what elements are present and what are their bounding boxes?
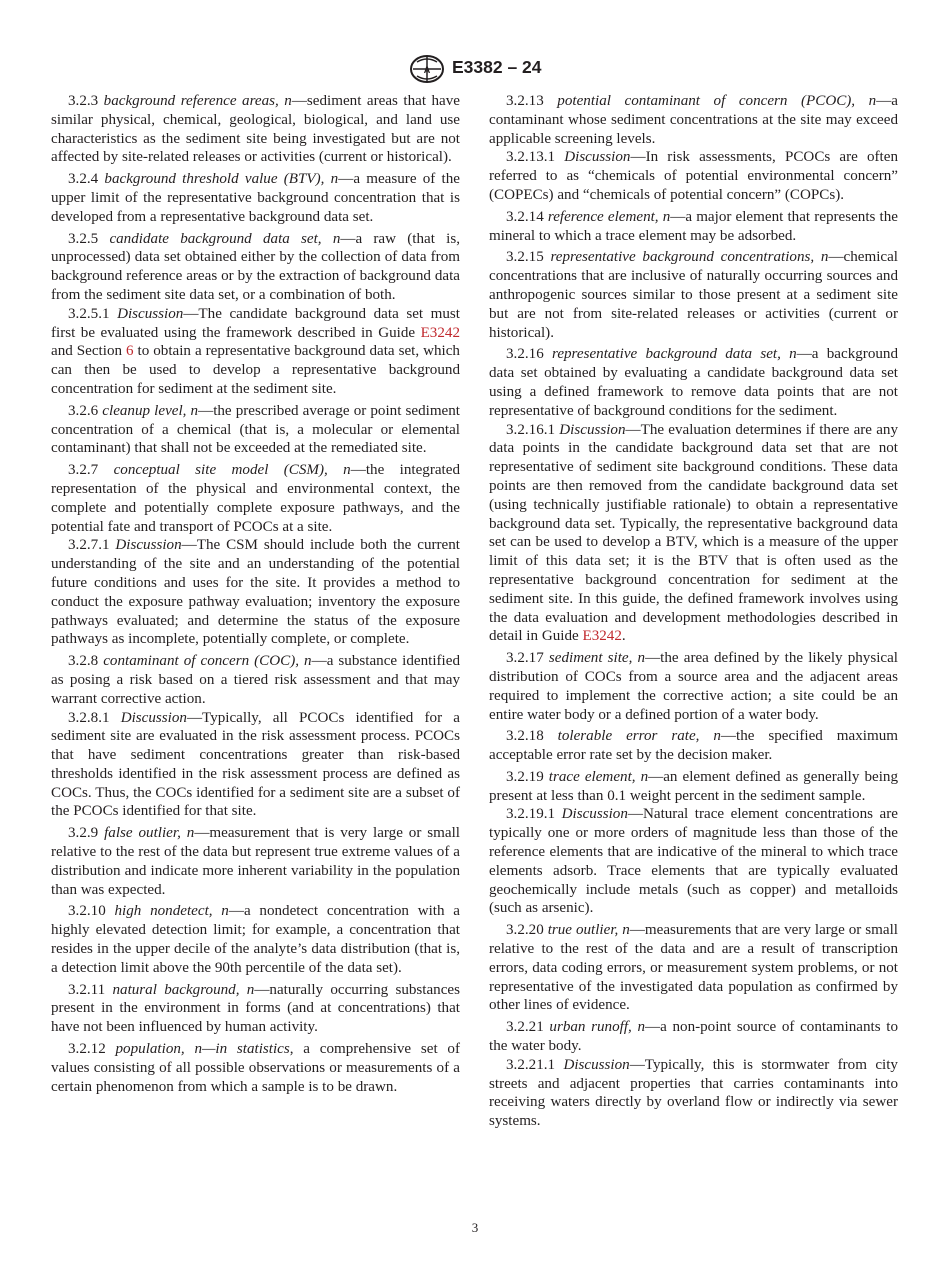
definition-paragraph: 3.2.15 representative background concentrations, n—chemical concentrations that are inclusive of naturally occurring sources and anthropogenic sources similar to those present at a sediment site but are not from site-related releases or activities (current or historical). xyxy=(489,249,899,341)
definition-paragraph: 3.2.9 false outlier, n—measurement that is very large or small relative to the rest of the data but represent true extreme values of a distribution and indicate more inherent variability in the population than was expected. xyxy=(51,825,460,898)
definition-paragraph: 3.2.3 background reference areas, n—sediment areas that have similar physical, chemical, geological, biological, and land use characteristics as the sediment site being investigated but are not affected by site-related releases or activities (current or historical). xyxy=(51,93,460,166)
discussion-paragraph: 3.2.7.1 Discussion—The CSM should include both the current understanding of the site and an understanding of the potential future conditions and uses for the site. It provides a method to conduct the exposure pathway evaluation; inventory the exposure pathways evaluated; and determine the status of the exposure pathways as incomplete, potentially complete, or complete. xyxy=(51,537,460,648)
astm-logo-icon xyxy=(409,54,445,84)
right-column xyxy=(489,92,898,1134)
discussion-paragraph: 3.2.19.1 Discussion—Natural trace element concentrations are typically one or more orders of magnitude less than those of the reference elements that are indicative of the mineral to which trace elements adsorb. Trace elements that are typically evaluated geochemically include metals (such as copper) and metalloids (such as arsenic). xyxy=(489,806,898,917)
definition-paragraph: 3.2.16 representative background data set, n—a background data set obtained by evaluating a candidate background data set using a defined framework to remove data points that are not representative of background conditions for the sediment. xyxy=(489,346,899,419)
definition-paragraph: 3.2.4 background threshold value (BTV), n—a measure of the upper limit of the representative background concentration that is developed from a representative background data set. xyxy=(51,171,460,225)
discussion-paragraph: 3.2.13.1 Discussion—In risk assessments, PCOCs are often referred to as “chemicals of potential environmental concern” (COPECs) and “chemicals of potential concern” (COPCs). xyxy=(489,149,898,203)
page-header xyxy=(0,54,950,84)
definition-paragraph: 3.2.11 natural background, n—naturally occurring substances present in the environment in forms (and at concentrations) that have not been influenced by human activity. xyxy=(51,981,460,1036)
definition-paragraph: 3.2.5 candidate background data set, n—a raw (that is, unprocessed) data set obtained either by the collection of data from background reference areas or by the extraction of background data from the sediment site data set, or a combination of both. xyxy=(51,230,461,303)
discussion-paragraph: 3.2.8.1 Discussion—Typically, all PCOCs identified for a sediment site are evaluated in the risk assessment process. PCOCs that have sediment concentrations greater than risk-based thresholds identified in the risk assessment process are defined as COCs. Thus, the COCs identified for a sediment site are a subset of the PCOCs identified for that site. xyxy=(51,709,460,820)
left-column xyxy=(51,92,460,1099)
definition-paragraph: 3.2.8 contaminant of concern (COC), n—a substance identified as posing a risk based on a tiered risk assessment and that may warrant corrective action. xyxy=(51,653,460,707)
definition-paragraph: 3.2.13 potential contaminant of concern (PCOC), n—a contaminant whose sediment concentrations at the site may exceed applicable screening levels. xyxy=(489,93,898,147)
section-link[interactable]: 6 xyxy=(126,343,134,360)
definition-paragraph: 3.2.18 tolerable error rate, n—the specified maximum acceptable error rate set by the decision maker. xyxy=(489,728,898,764)
definition-paragraph: 3.2.14 reference element, n—a major element that represents the mineral to which a trace element may be adsorbed. xyxy=(489,208,898,244)
definition-paragraph: 3.2.12 population, n—in statistics, a comprehensive set of values consisting of all possible observations or measurements of a certain phenomenon from which a sample is to be drawn. xyxy=(51,1041,460,1095)
definition-paragraph: 3.2.21 urban runoff, n—a non-point source of contaminants to the water body. xyxy=(489,1019,898,1055)
svg-text:A: A xyxy=(423,65,431,75)
definition-paragraph: 3.2.10 high nondetect, n—a nondetect concentration with a highly elevated detection limit; for example, a concentration that resides in the upper decile of the analyte’s data distribution (that is, a detection limit above the 90th percentile of the data set). xyxy=(51,903,461,976)
discussion-paragraph: 3.2.21.1 Discussion—Typically, this is stormwater from city streets and adjacent properties that carries contaminants into receiving waters directly by overland flow or indirectly via sewer systems. xyxy=(489,1056,898,1130)
definition-paragraph: 3.2.7 conceptual site model (CSM), n—the integrated representation of the physical and environmental context, the complete and potentially complete exposure pathways, and the potential fate and transport of PCOCs at a site. xyxy=(51,462,460,535)
discussion-paragraph: 3.2.16.1 Discussion—The evaluation determines if there are any data points in the candidate background data set that are not representative of sediment site background conditions. These data points are then removed from the candidate background data set (using technically justifiable rationale) to obtain a representative background data set. Typically, the representative background data set can be used to develop a BTV, which is a measure of the upper limit of this data set; it is the BTV that is often used as the representative background concentration for sediment at the sediment site. In this guide, the defined framework involves using the data evaluation and development methodologies described in detail in Guide E3242. xyxy=(489,421,899,645)
definition-paragraph: 3.2.19 trace element, n—an element defined as generally being present at less than 0.1 weight percent in the sediment sample. xyxy=(489,768,898,804)
page-number: 3 xyxy=(471,1220,479,1235)
document-designation: E3382 – 24 xyxy=(452,57,542,77)
standard-link[interactable]: E3242 xyxy=(420,324,460,341)
discussion-paragraph: 3.2.5.1 Discussion—The candidate background data set must first be evaluated using the framework described in Guide E3242 and Section 6 to obtain a representative background data set, which can then be used to develop a representative background concentration for sediment at the sediment site. xyxy=(51,305,460,397)
definition-paragraph: 3.2.17 sediment site, n—the area defined by the likely physical distribution of COCs from a source area and the adjacent areas required to implement the corrective action; a site could be an entire water body or a defined portion of a water body. xyxy=(489,650,898,723)
standard-link[interactable]: E3242 xyxy=(582,628,622,645)
definition-paragraph: 3.2.20 true outlier, n—measurements that are very large or small relative to the rest of the data and are a result of transcription errors, data coding errors, or measurement system problems, or not representative of the investigated data population as confirmed by other lines of evidence. xyxy=(489,922,898,1014)
definition-paragraph: 3.2.6 cleanup level, n—the prescribed average or point sediment concentration of a chemical (that is, a molecular or elemental contaminant) that shall not be exceeded at the remediated site. xyxy=(51,402,460,457)
